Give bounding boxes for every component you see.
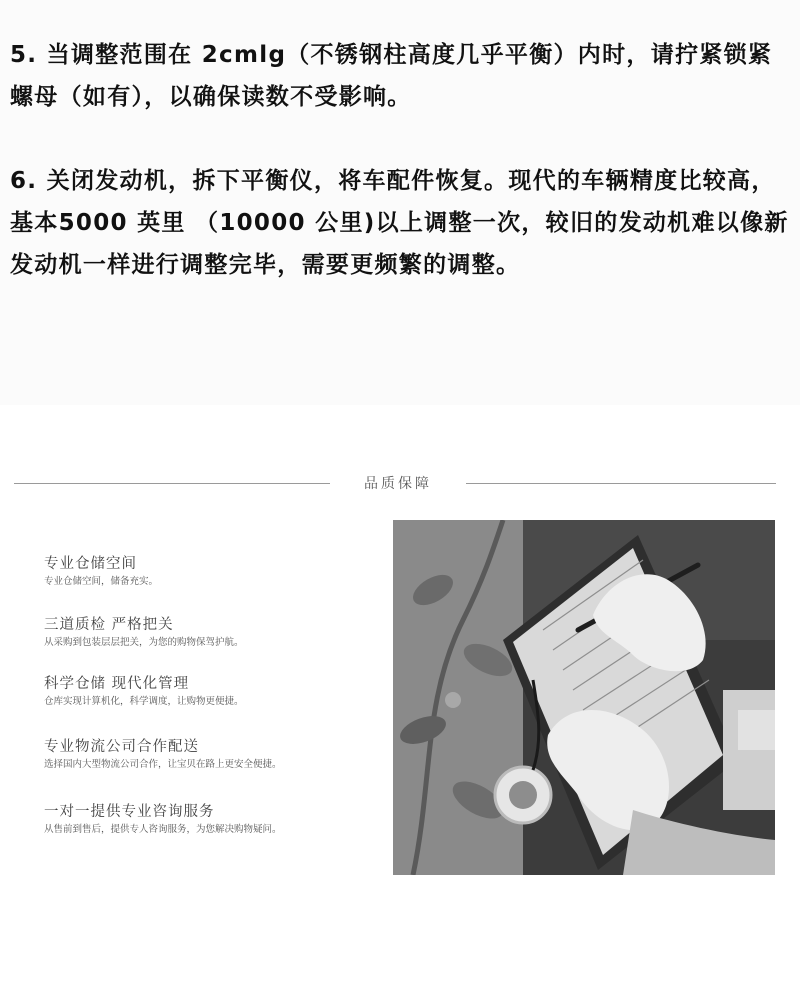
instruction-section <box>0 0 800 405</box>
feature-description: 仓库实现计算机化，科学调度，让购物更便捷。 <box>44 696 244 707</box>
feature-consulting <box>44 801 384 837</box>
feature-title: 专业仓储空间 <box>44 556 137 572</box>
step-5-text: 5. 当调整范围在 2cmlg（不锈钢柱高度几乎平衡）内时，请拧紧锁紧螺母（如有），以确保读数不受影响。 <box>10 42 773 110</box>
feature-description: 选择国内大型物流公司合作，让宝贝在路上更安全便捷。 <box>44 759 282 770</box>
feature-description: 专业仓储空间，储备充实。 <box>44 576 159 587</box>
feature-title: 专业物流公司合作配送 <box>44 739 199 755</box>
step-6-text: 6. 关闭发动机，拆下平衡仪，将车配件恢复。现代的车辆精度比较高，基本5000 英里 （10000 公里)以上调整一次，较旧的发动机难以像新发动机一样进行调整完毕，需要更频繁的调整。 <box>10 168 789 278</box>
feature-title: 一对一提供专业咨询服务 <box>44 804 215 820</box>
feature-storage <box>44 553 384 589</box>
section-divider-right <box>466 483 776 484</box>
feature-title: 三道质检 严格把关 <box>44 617 174 633</box>
feature-description: 从售前到售后，提供专人咨询服务，为您解决购物疑问。 <box>44 824 282 835</box>
section-title: 品质保障 <box>364 476 432 492</box>
feature-title: 科学仓储 现代化管理 <box>44 676 190 692</box>
section-divider-left <box>14 483 330 484</box>
inspection-illustration <box>393 520 775 875</box>
warehouse-inspection-photo <box>393 520 775 875</box>
feature-inspection <box>44 614 384 650</box>
feature-description: 从采购到包装层层把关，为您的购物保驾护航。 <box>44 637 244 648</box>
feature-logistics <box>44 736 384 772</box>
feature-management <box>44 673 384 709</box>
